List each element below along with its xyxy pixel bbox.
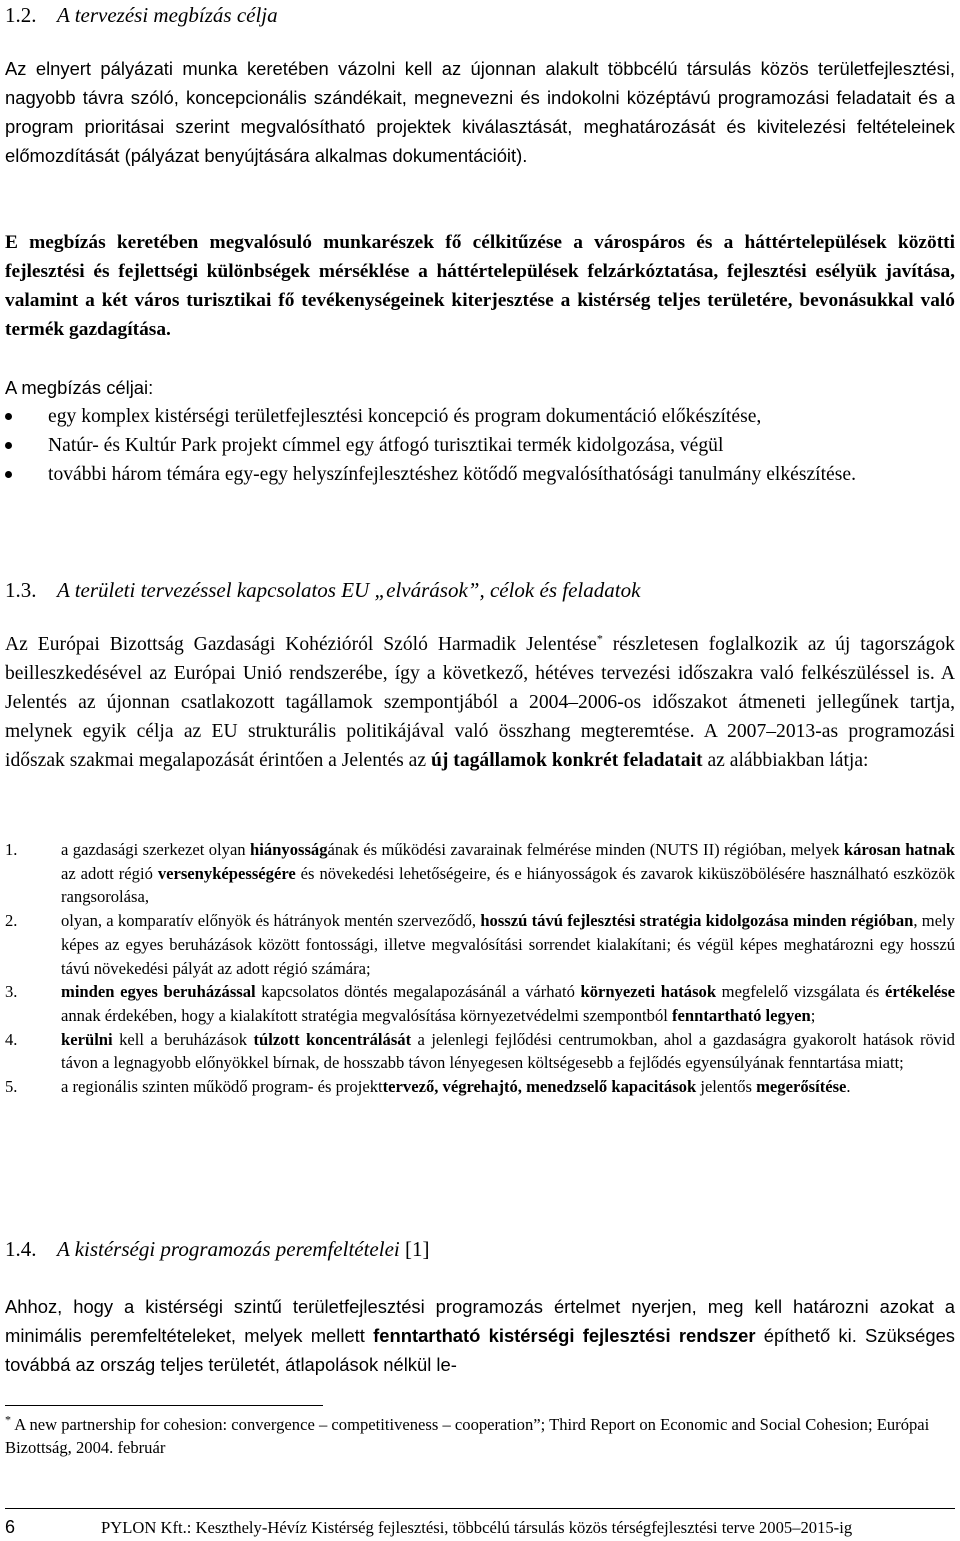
item-number: 4.: [5, 1029, 18, 1049]
item-number: 1.: [5, 840, 18, 859]
list-item: Natúr- és Kultúr Park projekt címmel egy átfogó turisztikai termék kidolgozása, végül: [5, 431, 955, 460]
paragraph-eu-report: Az Európai Bizottság Gazdasági Kohézióról Szóló Harmadik Jelentése* részletesen foglalkozik az új tagországok beilleszkedésével az Európai Unió rendszerébe, így a következő, hétéves tervezési időszakra való felkészüléssel is. A Jelentés az újonnan csatlakozott tagállamok szempontjából a 2004–2006-os időszakot átmeneti jellegűnek tartja, melynek egyik célja az EU strukturális politikájával való összhang megteremtése. A 2007–2013-as programozási időszak szakmai megalapozását érintően a Jelentés az új tagállamok konkrét feladatait az alábbiakban látja:: [5, 631, 955, 771]
section-number: 1.3.: [5, 578, 37, 602]
list-item: 5. a regionális szinten működő program- és projekttervező, végrehajtó, menedzselő kapacitások jelentős megerősítése.: [5, 1075, 955, 1099]
footnote-reference: *: [596, 631, 603, 646]
footnote: * A new partnership for cohesion: convergence – competitiveness – cooperation”; Third Report on Economic and Social Cohesion; Európai Bizottság, 2004. február: [5, 1412, 930, 1457]
section-heading-1-2: [5, 2, 955, 28]
list-item: 1. a gazdasági szerkezet olyan hiányosságának és működési zavarainak felmérése minden (NUTS II) régióban, melyek károsan hatnak az adott régió versenyképességére és növekedési lehetőségeire, és e hiányosságok és zavarok kiküszöbölésére használható eszközök rangsorolása,: [5, 840, 956, 907]
list-item: egy komplex kistérségi területfejlesztési koncepció és program dokumentáció előkészítése,: [5, 402, 955, 431]
item-number: 3.: [5, 982, 18, 1002]
section-number: 1.4.: [5, 1237, 37, 1261]
footnote-mark: *: [5, 1412, 11, 1427]
tasks-list: [5, 838, 955, 1099]
footnote-separator: [5, 1405, 323, 1406]
section-heading-1-4: [5, 1236, 955, 1262]
list-item: 2. olyan, a komparatív előnyök és hátrányok mentén szerveződő, hosszú távú fejlesztési stratégia kidolgozása minden régióban, mely képes az egyes beruházások között fontossági, illetve megvalósítási sorrendet kialakítani; és végül képes meghatározni egy hosszú távú növekedési pályát az adott régió számára;: [5, 911, 955, 978]
bullet-icon: [5, 442, 12, 449]
goals-intro: A megbízás céljai:: [5, 377, 154, 398]
paragraph-main-objective: E megbízás keretében megvalósuló munkarészek fő célkitűzése a várospáros és a háttértelepülések közötti fejlesztési és fejlettségi különbségek mérséklése a háttértelepülések felzárkóztatása, fejlesztési esélyük javítása, valamint a két város turisztikai fő tevékenységeinek kiterjesztése a kistérség teljes területére, bevonásukkal való termék gazdagítása.: [5, 232, 955, 340]
list-item: további három témára egy-egy helyszínfejlesztéshez kötődő megvalósíthatósági tanulmány elkészítése.: [5, 460, 955, 489]
section-title: A kistérségi programozás peremfeltételei: [57, 1237, 400, 1261]
goals-list: [5, 402, 955, 489]
reference-mark: [1]: [399, 1237, 430, 1261]
list-item: 3. minden egyes beruházással kapcsolatos döntés megalapozásánál a várható környezeti hatások megfelelő vizsgálata és értékelése annak érdekében, hogy a kialakított stratégia megvalósítása környezetvédelmi szempontból fenntartható legyen;: [5, 982, 955, 1025]
item-number: 5.: [5, 1077, 18, 1097]
list-item: 4. kerülni kell a beruházások túlzott koncentrálását a jelenlegi fejlődési centrumokban, ahol a gazdaságra gyakorolt hatások rövid távon a legnagyobb előnyökkel bírnak, de hosszabb távon lényegesen költségesebb a fejlődés egyensúlyának fenntartása miatt;: [5, 1029, 955, 1073]
section-title: A tervezési megbízás célja: [57, 3, 278, 27]
footer-separator: [5, 1508, 955, 1509]
footer-text: PYLON Kft.: Keszthely-Hévíz Kistérség fejlesztési, többcélú társulás közös térségfejlesztési terve 2005–2015-ig: [101, 1518, 853, 1537]
page-number: 6: [5, 1517, 16, 1537]
bullet-icon: [5, 413, 12, 420]
bullet-icon: [5, 471, 12, 478]
page-footer: [5, 1516, 960, 1539]
paragraph-preconditions: Ahhoz, hogy a kistérségi szintű területfejlesztési programozás értelmet nyerjen, meg kell határozni azokat a minimális peremfeltételeket, melyek mellett fenntartható kistérségi fejlesztési rendszer építhető ki. Szükséges továbbá az ország teljes területét, átlapolások nélkül le-: [5, 1296, 955, 1375]
section-heading-1-3: [5, 577, 955, 603]
paragraph-task-description: Az elnyert pályázati munka keretében vázolni kell az újonnan alakult többcélú társulás közös területfejlesztési, nagyobb távra szóló, koncepcionális szándékait, megnevezni és indokolni középtávú programozási feladatait és a program prioritásai szerint megvalósítható projektek kiválasztását, meghatározását és kivitelezési feltételeinek előmozdítását (pályázat benyújtására alkalmas dokumentációit).: [5, 58, 955, 166]
section-number: 1.2.: [5, 3, 37, 27]
item-number: 2.: [5, 911, 18, 931]
section-title: A területi tervezéssel kapcsolatos EU „elvárások”, célok és feladatok: [57, 578, 641, 602]
